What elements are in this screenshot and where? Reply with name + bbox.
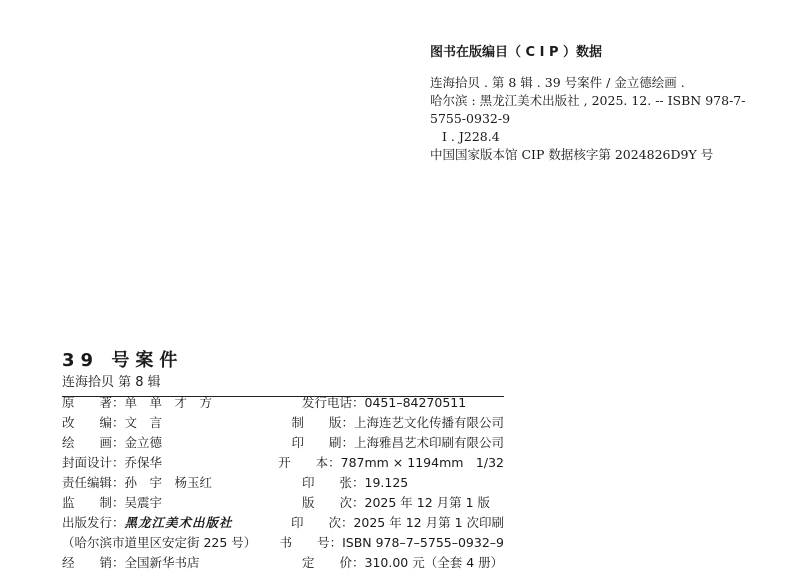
- credit-label: 绘 画：: [62, 435, 125, 450]
- credit-label: 定 价：: [302, 555, 365, 570]
- credit-label: 书 号：: [279, 535, 343, 550]
- credit-row: [62, 533, 504, 553]
- credit-label: 原 著：: [62, 395, 125, 410]
- cip-line: 5755-0932-9: [430, 111, 511, 126]
- credit-label: 开 本：: [278, 455, 341, 470]
- credit-row: [62, 433, 504, 453]
- credit-value: 2025 年 12 月第 1 版: [364, 495, 491, 510]
- credit-label: 出版发行：: [62, 515, 125, 530]
- credit-value: 787mm × 1194mm 1/32: [340, 455, 504, 470]
- cip-line: 连海拾贝 . 第 8 辑 . 39 号案件 / 金立德绘画 .: [430, 75, 685, 90]
- credit-label: 印 刷：: [291, 435, 354, 450]
- credit-label: 制 版：: [291, 415, 354, 430]
- credit-value: 乔保华: [124, 455, 163, 470]
- credit-label: 责任编辑：: [62, 475, 125, 490]
- credit-row: [62, 413, 504, 433]
- credit-label: 改 编：: [62, 415, 125, 430]
- credit-label: 印 次：: [290, 515, 354, 530]
- cip-header: 图书在版编目（ C I P ）数据: [430, 45, 603, 60]
- publisher-logotype: 黑龙江美术出版社: [124, 515, 233, 530]
- credit-value: 吴震宇: [124, 495, 163, 510]
- credit-value: 金立德: [124, 435, 163, 450]
- cip-block: [430, 44, 770, 164]
- credit-row: [62, 493, 504, 513]
- credit-value: 19.125: [364, 475, 409, 490]
- credit-value: 上海雅昌艺术印刷有限公司: [353, 435, 504, 450]
- credit-row: [62, 513, 504, 533]
- credits-table: [62, 393, 504, 573]
- publisher-address: （哈尔滨市道里区安定街 225 号）: [62, 535, 257, 550]
- credit-value: 全国新华书店: [124, 555, 200, 570]
- cip-line: Ⅰ . J228.4: [442, 129, 500, 144]
- credit-value: 上海连艺文化传播有限公司: [353, 415, 504, 430]
- credit-row: [62, 393, 504, 413]
- credit-row: [62, 473, 504, 493]
- credit-value: 单 单 才 方: [124, 395, 213, 410]
- credit-label: 发行电话：: [302, 395, 365, 410]
- credit-label: 封面设计：: [62, 455, 125, 470]
- credit-label: 经 销：: [62, 555, 125, 570]
- cip-line: 哈尔滨 : 黑龙江美术出版社 , 2025. 12. -- ISBN 978-7-: [430, 93, 746, 108]
- credit-row: [62, 453, 504, 473]
- cip-line: 中国国家版本馆 CIP 数据核字第 2024826D9Y 号: [430, 147, 714, 162]
- book-title: 39 号案件: [62, 350, 184, 371]
- credit-value: 2025 年 12 月第 1 次印刷: [353, 515, 504, 530]
- credit-label: 监 制：: [62, 495, 125, 510]
- credit-value: ISBN 978–7–5755–0932–9: [342, 535, 504, 550]
- series-title: 连海拾贝 第 8 辑: [62, 375, 161, 390]
- credit-value: 孙 宇 杨玉红: [124, 475, 213, 490]
- credit-label: 印 张：: [302, 475, 365, 490]
- credit-value: 310.00 元（全套 4 册）: [364, 555, 504, 570]
- credit-row: [62, 553, 504, 573]
- credit-label: 版 次：: [302, 495, 365, 510]
- credit-value: 0451–84270511: [364, 395, 467, 410]
- credit-value: 文 言: [124, 415, 163, 430]
